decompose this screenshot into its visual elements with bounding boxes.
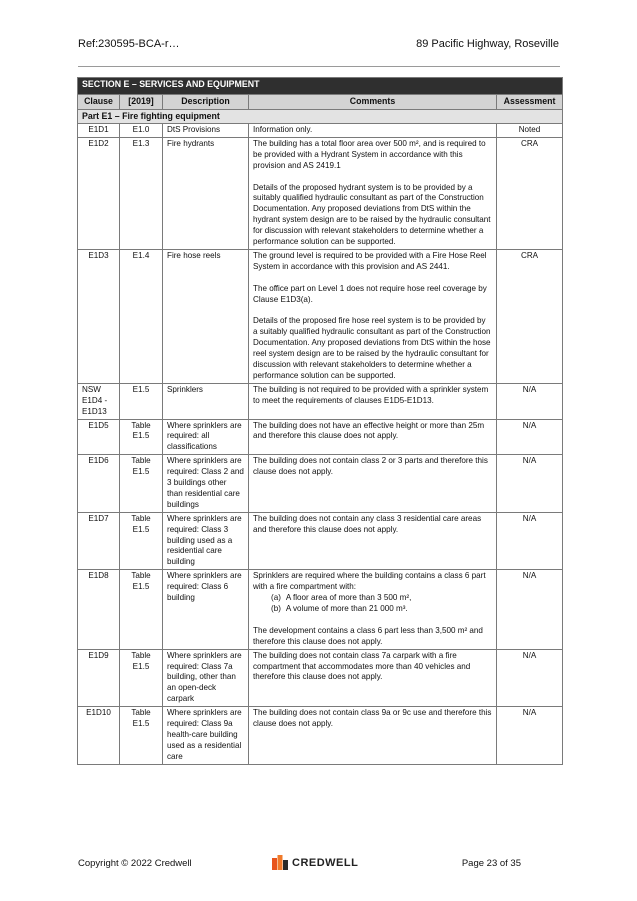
part-title: Part E1 – Fire fighting equipment [78,110,563,124]
clause-cell: E1D8 [78,570,120,649]
sub-item-label: (b) [271,604,281,614]
ref-2019-cell: Table E1.5 [120,455,163,513]
description-cell: DtS Provisions [163,124,249,138]
table-row [78,455,563,513]
comments-cell [249,419,497,455]
bca-assessment-table [77,77,563,765]
footer-copyright: Copyright © 2022 Credwell [78,858,192,869]
column-header-row [78,95,563,110]
header-reference: Ref:230595-BCA-r… [78,38,180,50]
sub-item [253,593,492,604]
assessment-cell: N/A [497,419,563,455]
description-cell: Fire hose reels [163,249,249,383]
comment-text: The building does not contain class 7a carpark with a fire compartment that accommodates more than 40 vehicles and therefore this clause does not apply. [253,650,471,682]
assessment-cell: N/A [497,649,563,707]
column-header-assessment: Assessment [497,95,563,110]
comment-text: The building does not contain any class 3 residential care areas and therefore this clause does not apply. [253,513,482,534]
table-row [78,383,563,419]
assessment-cell: N/A [497,455,563,513]
comment-text: The building has a total floor area over 500 m², and is required to be provided with a Hydrant System in accordance with this provision and AS 2419.1 [253,138,486,170]
table-row [78,512,563,570]
header-address: 89 Pacific Highway, Roseville [416,38,559,50]
ref-2019-cell: E1.0 [120,124,163,138]
comments-cell [249,512,497,570]
description-cell: Where sprinklers are required: Class 2 and 3 buildings other than residential care buildings [163,455,249,513]
comment-text: Details of the proposed fire hose reel system is to be provided by a suitably qualified hydraulic consultant as part of the Construction Documentation. Any proposed deviations from DtS within the hose reel system design are to be raised by the hydraulic consultant for discussion with relevant stakeholders to determine whether a performance solution can be supported. [253,316,491,380]
comments-cell [249,249,497,383]
clause-cell: E1D7 [78,512,120,570]
table-row [78,570,563,649]
comments-cell [249,137,497,249]
table-row [78,137,563,249]
credwell-logo [272,855,358,871]
comment-text: The ground level is required to be provided with a Fire Hose Reel System in accordance with this provision and AS 2441. [253,250,487,271]
section-title: SECTION E – SERVICES AND EQUIPMENT [78,78,563,95]
assessment-cell: N/A [497,512,563,570]
comment-text: Details of the proposed hydrant system is to be provided by a suitably qualified hydraulic consultant as part of the Construction Documentation. Any proposed deviations from DtS within the hydrant system design are to be raised by the hydraulic consultant for discussion with relevant stakeholders to determine whether a performance solution can be supported. [253,182,491,247]
clause-cell: NSW E1D4 - E1D13 [78,383,120,419]
comment-text: The building does not contain class 2 or 3 parts and therefore this clause does not apply. [253,456,488,477]
assessment-cell: CRA [497,137,563,249]
clause-cell: E1D2 [78,137,120,249]
ref-2019-cell: Table E1.5 [120,649,163,707]
clause-cell: E1D6 [78,455,120,513]
comment-text: The office part on Level 1 does not require hose reel coverage by Clause E1D3(a). [253,283,487,304]
comment-text: Sprinklers are required where the building contains a class 6 part with a fire compartment with: [253,571,486,592]
comment-text: Information only. [253,125,313,134]
ref-2019-cell: Table E1.5 [120,570,163,649]
comment-text: The building does not contain class 9a or 9c use and therefore this clause does not apply. [253,708,492,729]
comment-text: The development contains a class 6 part less than 3,500 m² and therefore this clause does not apply. [253,625,483,646]
header-divider [78,66,560,67]
column-header-2019: [2019] [120,95,163,110]
table-row [78,419,563,455]
sub-item [253,604,492,615]
description-cell: Where sprinklers are required: Class 6 building [163,570,249,649]
description-cell: Where sprinklers are required: all classifications [163,419,249,455]
comment-text: The building is not required to be provided with a sprinkler system to meet the requirements of clauses E1D5-E1D13. [253,384,489,405]
credwell-logo-icon [272,855,288,871]
ref-2019-cell: E1.4 [120,249,163,383]
table-row [78,249,563,383]
sub-item-text: A volume of more than 21 000 m³. [285,604,408,614]
comments-cell [249,570,497,649]
ref-2019-cell: Table E1.5 [120,419,163,455]
table-row [78,649,563,707]
section-title-row [78,78,563,95]
description-cell: Where sprinklers are required: Class 7a building, other than an open-deck carpark [163,649,249,707]
description-cell: Sprinklers [163,383,249,419]
assessment-cell: Noted [497,124,563,138]
sub-item-label: (a) [271,593,281,603]
clause-cell: E1D5 [78,419,120,455]
sub-item-text: A floor area of more than 3 500 m², [285,593,412,603]
table-row [78,707,563,765]
logo-text: CREDWELL [292,857,359,869]
assessment-cell: N/A [497,707,563,765]
ref-2019-cell: Table E1.5 [120,707,163,765]
spacer [253,615,492,626]
comments-cell [249,649,497,707]
part-title-row [78,110,563,124]
comments-cell [249,383,497,419]
ref-2019-cell: Table E1.5 [120,512,163,570]
clause-cell: E1D3 [78,249,120,383]
comments-cell [249,124,497,138]
description-cell: Fire hydrants [163,137,249,249]
ref-2019-cell: E1.3 [120,137,163,249]
column-header-clause: Clause [78,95,120,110]
column-header-comments: Comments [249,95,497,110]
clause-cell: E1D10 [78,707,120,765]
clause-cell: E1D9 [78,649,120,707]
ref-2019-cell: E1.5 [120,383,163,419]
description-cell: Where sprinklers are required: Class 3 building used as a residential care building [163,512,249,570]
table-row [78,124,563,138]
clause-cell: E1D1 [78,124,120,138]
column-header-description: Description [163,95,249,110]
comments-cell [249,707,497,765]
description-cell: Where sprinklers are required: Class 9a health-care building used as a residential care [163,707,249,765]
footer-page-number: Page 23 of 35 [461,858,521,869]
comments-cell [249,455,497,513]
comment-text: The building does not have an effective height or more than 25m and therefore this clause does not apply. [253,420,485,441]
assessment-cell: CRA [497,249,563,383]
assessment-cell: N/A [497,570,563,649]
assessment-cell: N/A [497,383,563,419]
